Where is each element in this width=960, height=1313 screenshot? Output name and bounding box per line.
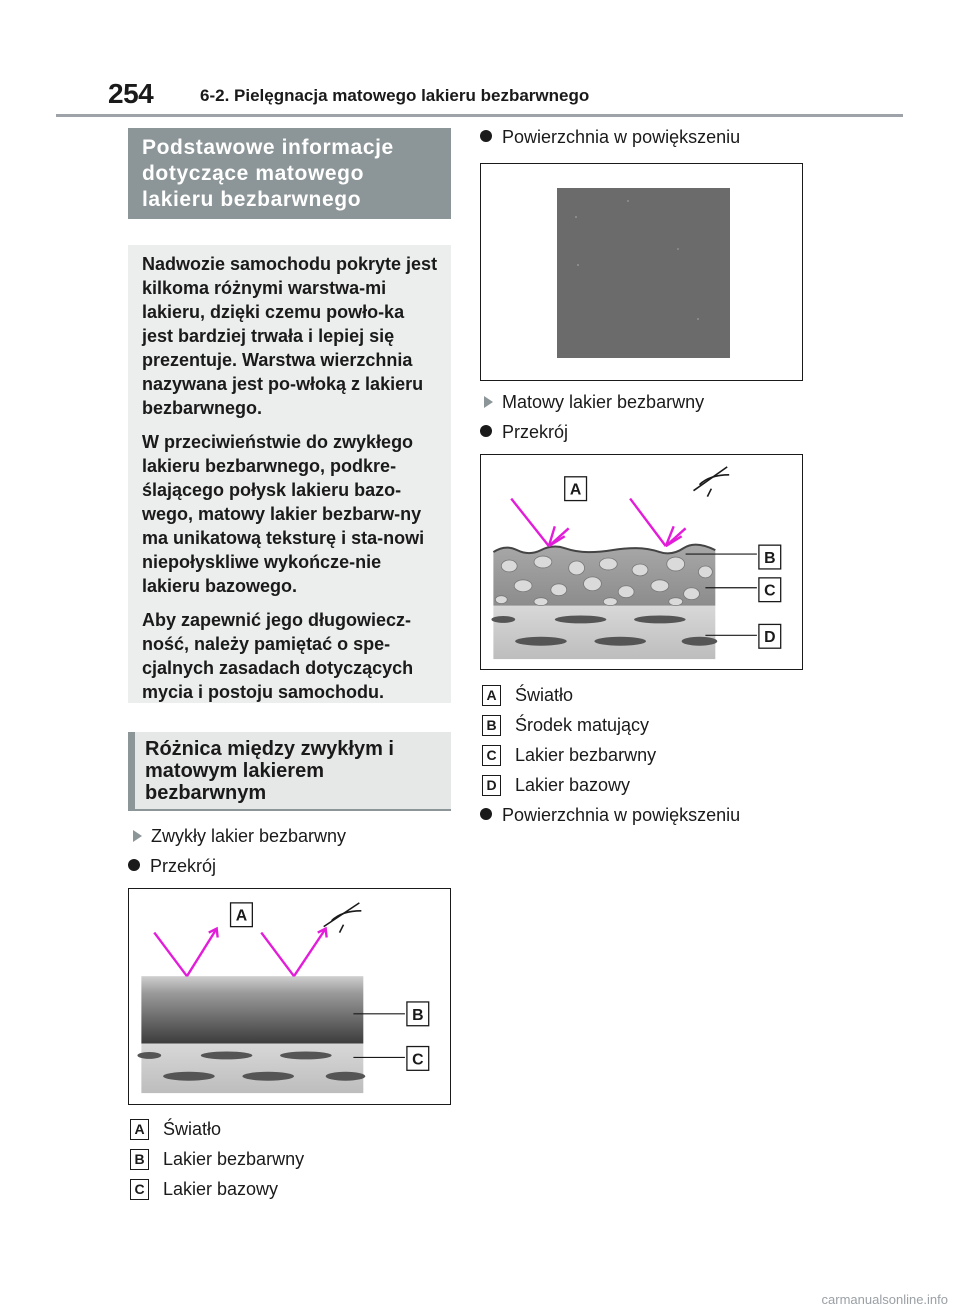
intro-paragraph-3: Aby zapewnić jego długowiecz-ność, należy pamiętać o spe-cjalnych zasadach dotyczących mycia i postoju samochodu. <box>142 610 414 702</box>
label-box-a <box>565 477 587 501</box>
label-box-b <box>759 545 781 569</box>
watermark: carmanualsonline.info <box>821 1292 948 1307</box>
topic-title: Podstawowe informacje dotyczące matowego lakieru bezbarwnego <box>142 136 394 211</box>
matte-clearcoat-item: Matowy lakier bezbarwny <box>484 391 704 413</box>
label-box-a <box>231 903 253 927</box>
intro-paragraph-2: W przeciwieństwie do zwykłego lakieru bezbarwnego, podkre-ślającego połysk lakieru bazo-wego, matowy lakier bezbarw-ny ma unikatową teksturę i sta-nowi niepołyskliwe wykończe-nie lakieru bazowego. <box>142 432 425 596</box>
light-scatter-arrows <box>511 499 685 547</box>
legend-right-d: D Lakier bazowy <box>482 774 630 796</box>
page-number: 254 <box>108 78 154 109</box>
intro-paragraph-1: Nadwozie samochodu pokryte jest kilkoma różnymi warstwa-mi lakieru, dzięki czemu powło-ka jest bardziej trwała i lepiej się prezentuje. Warstwa wierzchnia nazywana jest po-włoką z lakieru bezbarwnego. <box>142 254 438 418</box>
svg-text:A: A <box>235 907 248 925</box>
regular-clearcoat-item: Zwykły lakier bezbarwny <box>133 825 346 847</box>
magnified-surface-photo <box>557 188 730 358</box>
eye-icon <box>694 467 730 497</box>
legend-left-a: A Światło <box>130 1118 221 1140</box>
clearcoat-layer <box>493 545 715 606</box>
clearcoat-layer <box>141 976 363 1043</box>
legend-left-c: C Lakier bazowy <box>130 1178 278 1200</box>
legend-right-c: C Lakier bezbarwny <box>482 744 656 766</box>
basecoat-layer <box>137 1044 365 1094</box>
svg-text:C: C <box>412 1051 424 1069</box>
bullet-dot-icon <box>480 425 492 437</box>
eye-icon <box>324 903 362 933</box>
subheading-underline <box>128 809 451 811</box>
bullet-dot-icon <box>128 859 140 871</box>
bullet-dot-icon <box>480 130 492 142</box>
legend-right-b: B Środek matujący <box>482 714 649 736</box>
triangle-bullet-icon <box>484 396 493 408</box>
legend-right-a: A Światło <box>482 684 573 706</box>
label-box-d <box>759 624 781 648</box>
header-divider <box>56 114 903 117</box>
svg-text:A: A <box>569 481 582 499</box>
light-reflection-arrows <box>154 929 326 977</box>
svg-text:C: C <box>764 582 776 600</box>
topic-title-box <box>128 128 451 219</box>
triangle-bullet-icon <box>133 830 142 842</box>
matte-clearcoat-diagram <box>480 454 803 670</box>
svg-text:D: D <box>764 629 776 647</box>
basecoat-layer <box>491 606 717 660</box>
label-box-c <box>759 578 781 602</box>
bullet-dot-icon <box>480 808 492 820</box>
svg-text:B: B <box>764 549 776 567</box>
regular-clearcoat-diagram <box>128 888 451 1105</box>
magnified-surface-item-2: Powierzchnia w powiększeniu <box>480 804 740 826</box>
legend-left-b: B Lakier bezbarwny <box>130 1148 304 1170</box>
magnified-surface-frame <box>480 163 803 381</box>
cross-section-item: Przekrój <box>128 855 216 877</box>
magnified-surface-item: Powierzchnia w powiększeniu <box>480 126 740 148</box>
svg-text:B: B <box>412 1006 424 1024</box>
section-title: 6-2. Pielęgnacja matowego lakieru bezbarwnego <box>200 86 590 105</box>
intro-box <box>128 245 451 703</box>
subheading-box <box>128 732 451 810</box>
label-box-c <box>407 1047 429 1071</box>
subheading: Różnica między zwykłym i matowym lakierem bezbarwnym <box>145 738 394 804</box>
label-box-b <box>407 1002 429 1026</box>
cross-section-item-right: Przekrój <box>480 421 568 443</box>
